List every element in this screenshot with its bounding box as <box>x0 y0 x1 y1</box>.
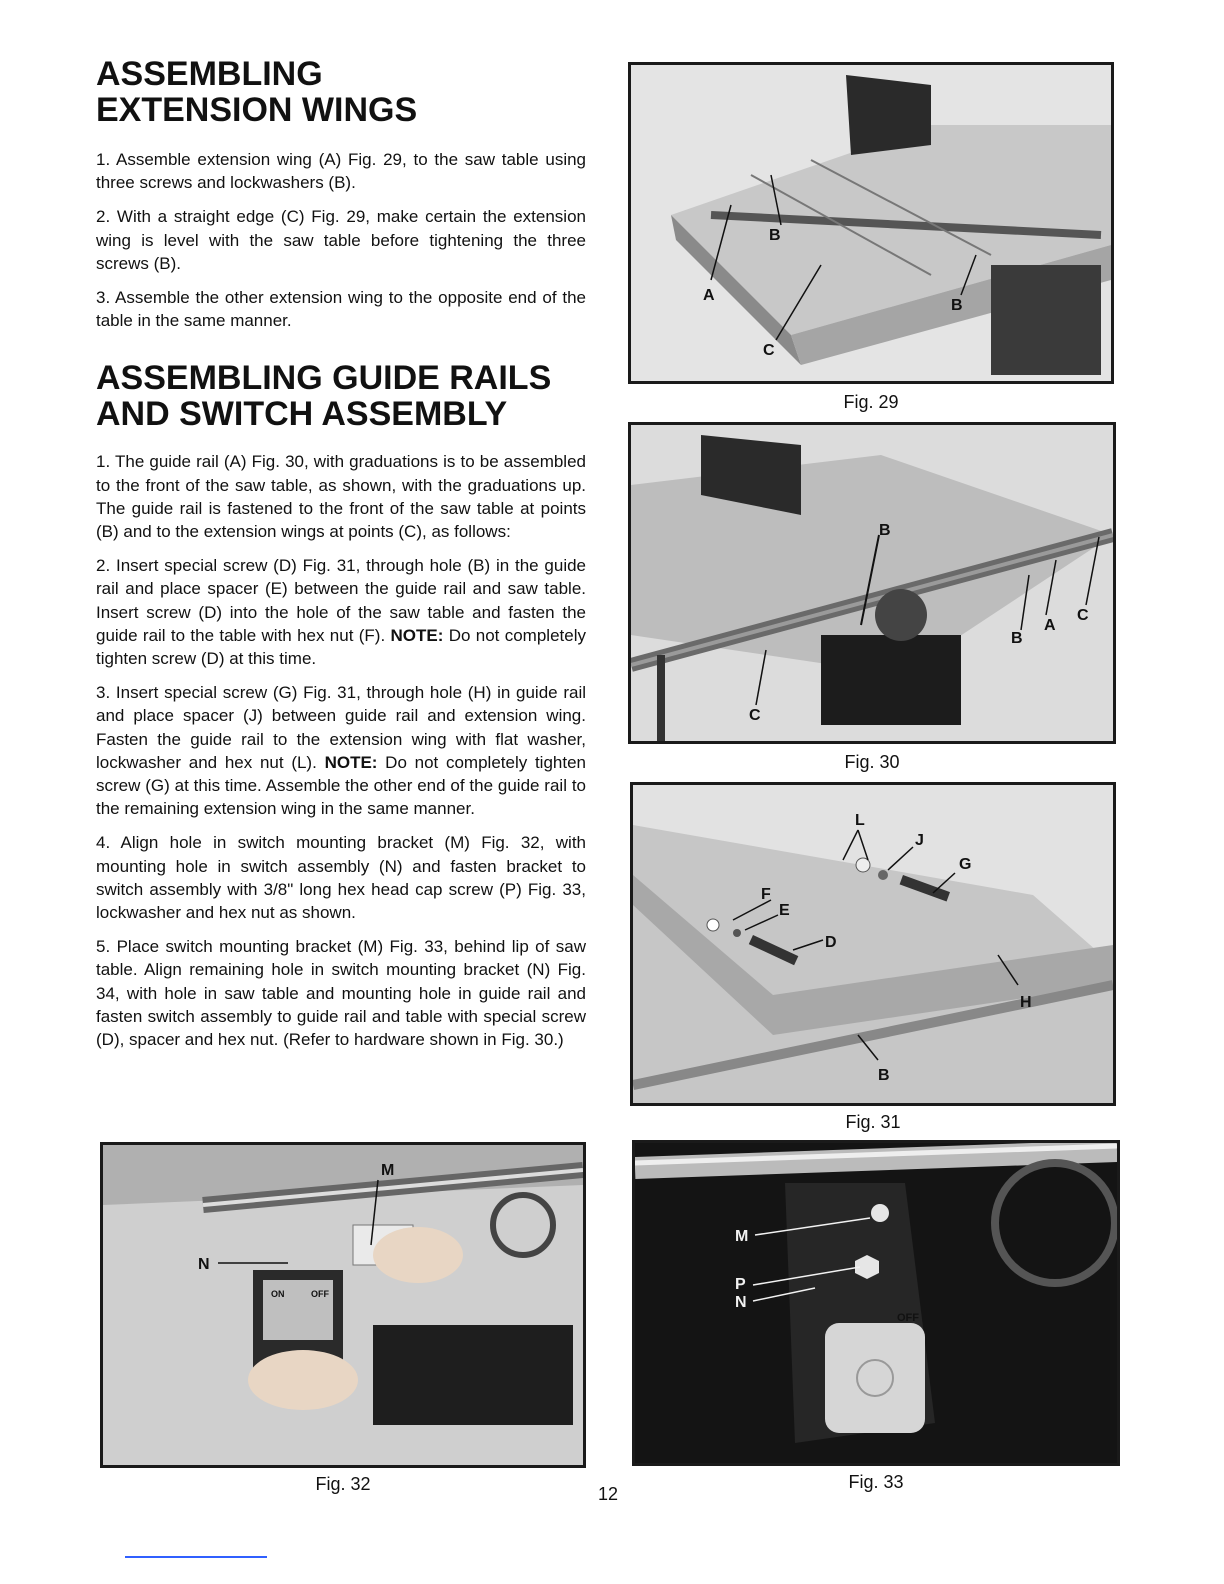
fig31-caption: Fig. 31 <box>845 1112 901 1132</box>
section1-step-2: 2. With a straight edge (C) Fig. 29, make certain the extension wing is level with the saw table before tightening the three screws (B). <box>96 207 586 273</box>
section2-step-2 <box>96 554 586 670</box>
step2-note-label: NOTE: <box>390 625 444 645</box>
section2-step-3 <box>96 681 586 820</box>
fig31-label-f: F <box>761 886 771 903</box>
fig33-photo <box>632 1140 1120 1466</box>
fig32-label-off: OFF <box>311 1289 329 1299</box>
fig30-caption: Fig. 30 <box>844 752 900 772</box>
section1-heading-line1: ASSEMBLING <box>96 55 323 93</box>
page-number: 12 <box>598 1484 619 1504</box>
fig30-label-c-low: C <box>749 707 761 724</box>
section1-heading <box>96 56 586 128</box>
fig32-illustration <box>103 1145 583 1465</box>
section1-step-1: 1. Assemble extension wing (A) Fig. 29, to the saw table using three screws and lockwashers (B). <box>96 150 586 193</box>
step3-note-label: NOTE: <box>324 752 378 772</box>
fig30-label-b-top: B <box>879 522 891 539</box>
fig33-label-p: P <box>735 1276 746 1293</box>
fig29-label-a: A <box>703 287 715 304</box>
fig29-illustration <box>631 65 1111 381</box>
fig33-label-n: N <box>735 1294 747 1311</box>
fig32-photo <box>100 1142 586 1468</box>
fig33-illustration <box>635 1143 1117 1463</box>
fig30-illustration <box>631 425 1113 741</box>
section1-step-3: 3. Assemble the other extension wing to the opposite end of the table in the same manner. <box>96 288 586 331</box>
fig30-label-b: B <box>1011 630 1023 647</box>
fig32-label-m: M <box>381 1162 395 1179</box>
section2-heading <box>96 360 586 432</box>
section2-heading-line2: AND SWITCH ASSEMBLY <box>96 395 508 434</box>
fig31-label-b: B <box>878 1067 890 1084</box>
fig32-label-n: N <box>198 1256 210 1273</box>
footer-rule <box>125 1556 267 1558</box>
fig32-caption: Fig. 32 <box>315 1474 371 1494</box>
fig29-caption: Fig. 29 <box>843 392 899 412</box>
fig29-photo <box>628 62 1114 384</box>
fig30-photo <box>628 422 1116 744</box>
fig31-label-g: G <box>959 856 972 873</box>
fig33-caption: Fig. 33 <box>848 1472 904 1492</box>
fig31-photo <box>630 782 1116 1106</box>
step3-note: Do not completely tighten screw (G) at this time. Assemble the other end of the guide rail to the remaining extension wing in the same manner. <box>96 752 586 819</box>
section2-step-1: 1. The guide rail (A) Fig. 30, with graduations is to be assembled to the front of the saw table, as shown, with the graduations up. The guide rail is fastened to the front of the saw table at points (B) and to the extension wings at points (C), as follows: <box>96 452 586 542</box>
fig29-label-b2: B <box>951 297 963 314</box>
text-column <box>96 56 586 1062</box>
fig31-label-d: D <box>825 934 837 951</box>
step3-text: 3. Insert special screw (G) Fig. 31, through hole (H) in guide rail and place spacer (J) between guide rail and extension wing. Fasten the guide rail to the extension wing with flat washer, lockwasher and hex nut (L). <box>96 683 586 772</box>
fig31-label-j: J <box>915 832 924 849</box>
fig30-label-a: A <box>1044 617 1056 634</box>
section2-heading-line1: ASSEMBLING GUIDE RAILS <box>96 359 552 398</box>
step2-note: Do not completely tighten screw (D) at this time. <box>96 625 586 669</box>
fig31-illustration <box>633 785 1113 1103</box>
section2-step-4: 4. Align hole in switch mounting bracket (M) Fig. 32, with mounting hole in switch assembly (N) and fasten bracket to switch assembly with 3/8" long hex head cap screw (P) Fig. 33, lockwasher and hex nut as shown. <box>96 833 586 923</box>
section1-heading-line2: EXTENSION WINGS <box>96 91 418 129</box>
fig32-label-on: ON <box>271 1289 285 1299</box>
fig33-label-m: M <box>735 1228 749 1245</box>
section2-step-5: 5. Place switch mounting bracket (M) Fig. 33, behind lip of saw table. Align remaining hole in switch mounting bracket (N) Fig. 34, with hole in saw table and mounting hole in guide rail and fasten switch assembly to guide rail and table with special screw (D), spacer and hex nut. (Refer to hardware shown in Fig. 30.) <box>96 937 586 1050</box>
fig33-label-off: OFF <box>897 1312 919 1324</box>
step2-text: 2. Insert special screw (D) Fig. 31, through hole (B) in the guide rail and place spacer (E) between the guide rail and saw table. Insert screw (D) into the hole of the saw table and fasten the guide rail to the table with hex nut (F). <box>96 556 586 645</box>
fig29-label-b1: B <box>769 227 781 244</box>
fig31-label-e: E <box>779 902 790 919</box>
fig29-label-c: C <box>763 342 775 359</box>
fig31-label-h: H <box>1020 994 1032 1011</box>
fig31-label-l: L <box>855 812 865 829</box>
fig30-label-c: C <box>1077 607 1089 624</box>
